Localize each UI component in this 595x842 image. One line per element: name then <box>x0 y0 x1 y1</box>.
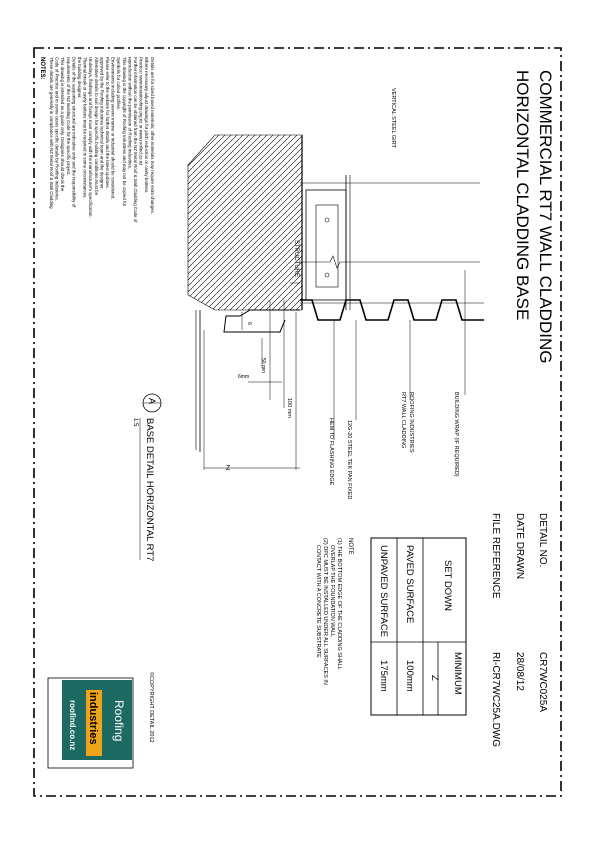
logo-word-1: Roofing <box>112 700 126 742</box>
detail-title: BASE DETAIL HORIZONTAL RT7 <box>144 418 155 562</box>
dim-6: 6 <box>246 322 252 325</box>
file-label: FILE REFERENCE <box>490 513 501 599</box>
setdown-table <box>371 538 466 715</box>
logo-url: roofind.co.nz <box>68 700 77 751</box>
table-header-min: MINIMUM <box>452 652 463 695</box>
detail-no-label: DETAIL NO. <box>537 513 548 568</box>
notes-left-line: Practice: www.metalroofing.org.nz or www.roofind.co.nz <box>138 57 144 166</box>
notes-left-line: reproduction without the permission of Roofing Industries. <box>127 57 133 170</box>
table-row-value: 100mm <box>404 660 415 692</box>
callout-cladding-1: ROOFING INDUSTRIES <box>408 392 414 453</box>
steel-girt <box>306 190 346 300</box>
notes-right <box>315 538 353 685</box>
dim-50: 50 min <box>260 358 266 374</box>
notes-left-line: the building designer. <box>77 57 82 99</box>
copyright: ©COPYRIGHT DETAIL 2012 <box>148 672 154 743</box>
notes-right-line: (1) THE BOTTOM EDGE OF THE CLADDING SHALL <box>336 538 342 670</box>
notes-left-line: Please refer to the website for further details and the latest updates. <box>105 57 110 189</box>
table-header-z: Z <box>429 675 440 681</box>
structure-hatch <box>188 135 302 310</box>
notes-left-line: Where necessary adjust drawings for pitch reduction or cavity battens. <box>144 57 150 194</box>
bolt-icon <box>325 218 329 222</box>
notes-left-heading: NOTES: <box>39 57 45 80</box>
notes-left-line: Code of Practice and in some cases specific details by Roofing Industries. <box>54 57 60 201</box>
dim-z: Z <box>226 465 231 472</box>
notes-left-line: approved by the Roofing Industries technical team and the designer. <box>99 57 105 190</box>
notes-left-line: Details of the supporting structural are indicative only and the responsibility of <box>71 57 77 208</box>
callout-flashing: HEM TO FLASHING EDGE <box>328 418 334 486</box>
detail-letter: A <box>147 398 157 405</box>
callout-wrap: BUILDING WRAP (IF REQUIRED) <box>453 392 459 477</box>
notes-left-line: Details are for sized based materials; other materials may require extra changes. <box>149 57 155 214</box>
notes-left-line: Environments including severe marine or industrial should be considered. <box>110 57 116 200</box>
dimension-lines <box>204 300 300 470</box>
table-row-label: PAVED SURFACE <box>404 545 415 624</box>
file-value: RI-CR7WC25A.DWG <box>490 652 501 748</box>
dim-6mm: 6mm <box>238 374 250 380</box>
base-flashing <box>224 310 300 332</box>
detail-no-value: CR7WC025A <box>537 652 548 713</box>
roofing-industries-logo <box>48 678 133 768</box>
notes-left-line: Underlays, flashings and fixings must comply with the manufacturer's specification. <box>88 57 94 218</box>
callout-vertical-girt: VERTICAL STEEL GIRT <box>390 88 396 148</box>
notes-right-heading: NOTE <box>347 538 353 555</box>
notes-left-line: Alternative details to suit design for specific building conditions must be <box>93 57 99 196</box>
info-block <box>490 513 548 747</box>
notes-left-line: This drawing is the copyright of Roofing Industries and may not be copied for <box>121 57 127 207</box>
title-line-1: COMMERCIAL RT7 WALL CLADDING <box>536 70 555 364</box>
notes-right-line: OVERLAP THE FOUNDATION WALL <box>329 545 335 638</box>
notes-left-line: requirements of the NZ Building Code for the specific project. <box>65 57 71 176</box>
table-header-setdown: SET DOWN <box>442 560 453 612</box>
notes-left-line: Thermal break or cavity battens may be required in some circumstances. <box>82 57 88 199</box>
notes-left-line: Further information can be obtained from the NZ Metal Roof & Wall Cladding Code of <box>133 57 138 223</box>
title-line-2: HORIZONTAL CLADDING BASE <box>513 70 532 321</box>
callout-fixing: 12G-20 STEEL TEK PAN FIXED <box>346 420 352 500</box>
detail-drawing <box>188 88 484 499</box>
date-label: DATE DRAWN <box>514 513 525 580</box>
notes-left-line: This drawing is intended as a guide only. Designers should check the <box>60 57 66 192</box>
bolt-icon <box>325 273 329 277</box>
notes-left-line: These details are generally in compliance with NZ Metal Roof & Wall Cladding <box>49 57 54 209</box>
callout-cladding-2: RT7 WALL CLADDING <box>400 392 406 449</box>
notes-left <box>39 57 155 223</box>
logo-word-2: industries <box>87 692 99 745</box>
table-row-label: UNPAVED SURFACE <box>378 545 389 638</box>
date-value: 28/08/12 <box>514 652 525 691</box>
dim-100: 100 mm <box>286 398 292 418</box>
break-line <box>300 256 480 268</box>
notes-right-line: (2) DPC MUST BE INSTALLED UNDER ALL SURFACES IN <box>322 538 328 685</box>
detail-scale: 1:5 <box>132 418 138 427</box>
notes-left-line: Symbols for colour profiles. <box>116 57 122 110</box>
detail-label <box>132 394 161 561</box>
notes-right-line: CONTACT WITH A CONCRETE SUBSTRATE <box>315 545 321 658</box>
callout-structure: STRUCTURE <box>293 240 299 277</box>
table-row-value: 175mm <box>378 660 389 692</box>
